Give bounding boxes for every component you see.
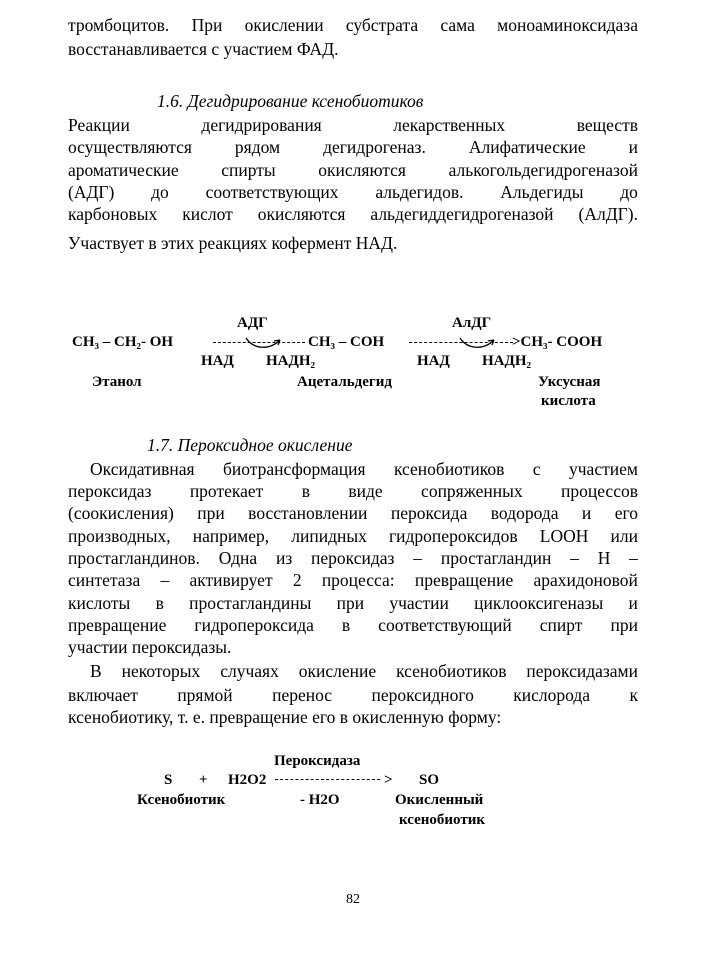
word: или [610,525,638,546]
word: в [341,614,351,635]
product-formula: >CH₃- COOH [512,334,603,350]
compound-name: Окисленный [395,792,484,808]
word: спирт [539,614,583,635]
cofactor-label: НАД [201,353,234,369]
word: простагландинов. [68,547,200,568]
word: лекарственных [393,115,506,135]
word: Алифатические [468,137,586,158]
word: из [275,547,293,568]
text-line: восстанавливается с участием ФАД. [68,39,339,59]
text-line [68,136,638,158]
word: его [614,503,638,524]
word: ароматические [68,159,179,180]
word: процессов [561,481,638,501]
word: соответствующий [378,614,512,635]
compound-name: кислота [541,393,596,409]
word: до [620,181,638,202]
text-line [68,114,638,136]
word: Н [597,547,611,568]
word: LOOH [539,525,589,546]
word: простагландин [440,547,552,568]
word: окисляются [318,159,406,180]
word: альдегидов. [375,181,464,202]
word: Альдегиды [500,181,584,202]
word: процесса: [321,570,395,591]
word: сопряженных [421,481,523,501]
word: алькогольдегидрогеназой [448,159,638,180]
reaction-arrow [275,779,380,780]
word: превращение [414,570,514,591]
word: альдегиддегидрогеназой [370,204,554,225]
text-line: Оксидативная биотрансформация ксенобиотиков с участием [90,459,638,479]
substrate-formula: S [164,772,173,788]
cofactor-curve-arrow [244,334,284,352]
substrate-formula: CH₃ – CH₂- OH [72,334,174,350]
word: водорода [490,503,559,524]
word: в [155,592,164,613]
text-line [68,159,638,181]
word: гидропероксида [194,614,314,635]
text-line [68,203,638,225]
word: активирует [189,570,273,591]
word: циклооксигеназы [474,592,604,613]
word: веществ [576,115,638,135]
byproduct-label: - H2O [300,792,340,808]
word: к [629,685,638,705]
compound-name: Ксенобиотик [137,792,226,808]
word: и [628,137,638,158]
text-line [68,569,638,591]
cofactor-curve-arrow [458,334,498,352]
text-line [68,502,638,524]
word: превращение [68,614,167,635]
enzyme-label: АДГ [237,315,268,331]
word: кислорода [513,685,591,705]
word: гидропероксидов [388,525,518,546]
word: включает [68,685,138,705]
word: восстановлении [248,503,368,524]
word: производных, [68,525,171,546]
word: и [581,503,592,524]
word: и [628,592,638,613]
word: протекает [189,481,264,501]
text-line: Участвует в этих реакциях кофермент НАД. [68,233,398,253]
text-line: ксенобиотику, т. е. превращение его в окисленную форму: [68,707,502,727]
word: (соокисления) [68,503,174,524]
word: кислот [182,204,233,225]
product-formula: SO [419,772,440,788]
word: рядом [234,137,281,158]
word: дегидрогеназ. [323,137,426,158]
word: окисляются [257,204,346,225]
word: осуществляются [68,137,192,158]
word: при [610,614,638,635]
word: виде [348,481,383,501]
text-line [68,592,638,614]
word: прямой [177,685,233,705]
word: участии [389,592,449,613]
word: – [570,547,579,568]
word: до [151,181,169,202]
section-heading: 1.7. Пероксидное окисление [147,435,353,455]
compound-name: Ацетальдегид [297,374,392,390]
word: – [160,570,170,591]
word: 2 [292,570,302,591]
text-line: В некоторых случаях окисление ксенобиотиков пероксидазами [90,661,638,681]
word: перенос [272,685,333,705]
word: липидных [291,525,367,546]
word: карбоновых [68,204,158,225]
text-line: участии пероксидазы. [68,637,232,657]
compound-name: Этанол [92,374,142,390]
enzyme-label: АлДГ [452,315,492,331]
compound-name: ксенобиотик [399,812,486,828]
word: дегидрирования [201,115,322,135]
word: пероксидаз [311,547,395,568]
word: например, [192,525,270,546]
word: спирты [221,159,276,180]
word: – [629,547,638,568]
compound-name: Уксусная [538,374,601,390]
arrow-head: > [384,772,393,788]
word: синтетаза [68,570,141,591]
word: простагландины [189,592,312,613]
word: соответствующих [205,181,339,202]
cofactor-label: НАДН₂ [482,353,531,369]
word: Реакции [68,115,130,135]
plus-sign: + [199,772,208,788]
reagent-formula: H2O2 [228,772,267,788]
text-line [68,480,638,502]
word: пероксидного [371,685,474,705]
text-line [68,181,638,203]
word: в [301,481,310,501]
intermediate-formula: CH₃ – COH [308,334,385,350]
cofactor-label: НАДН₂ [266,353,315,369]
word: пероксида [390,503,468,524]
page-number: 82 [346,892,360,907]
text-line [68,547,638,569]
word: при [336,592,365,613]
text-line: тромбоцитов. При окислении субстрата сама моноаминоксидаза [68,15,638,35]
word: кислоты [68,592,131,613]
word: – [413,547,423,568]
word: Одна [218,547,258,568]
enzyme-label: Пероксидаза [274,753,361,769]
word: при [197,503,225,524]
cofactor-label: НАД [417,353,450,369]
text-line [68,614,638,636]
word: арахидоновой [533,570,638,591]
word: (АлДГ). [578,204,638,225]
text-line [68,525,638,547]
word: (АДГ) [68,181,115,202]
section-heading: 1.6. Дегидрирование ксенобиотиков [157,91,424,111]
word: пероксидаз [68,481,152,501]
text-line [68,684,638,706]
